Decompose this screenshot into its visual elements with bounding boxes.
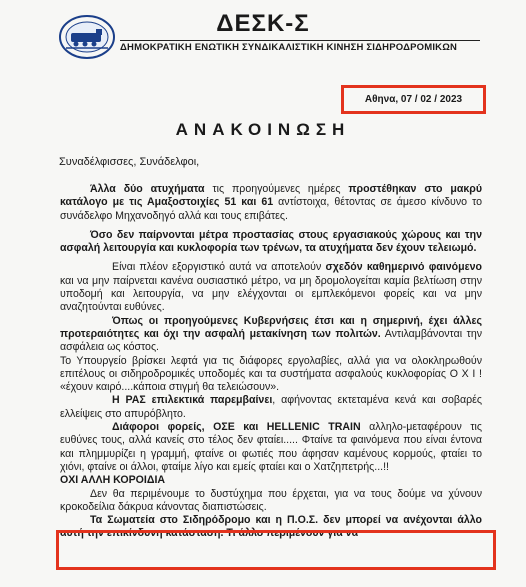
paragraph-1: Άλλα δύο ατυχήματα τις προηγούμενες ημέρες προστέθηκαν στο μακρύ κατάλογο με τις Αμαξοστοιχίες 51 και 61 αντίστοιχα, θέτοντας σε άμεσο κίνδυνο το συνάδελφο Μηχανοδηγό αλλά και τους επιβάτες. <box>60 183 482 222</box>
announcement-body <box>60 183 482 541</box>
paragraph-3: Είναι πλέον εξοργιστικό αυτά να αποτελούν σχεδόν καθημερινό φαινόμενο και να μην παίρνεται κανένα ουσιαστικό μέτρο, να μη δρομολογείται καμία βελτίωση στην υποδομή και λειτουργία, να μην ελέγχονται οι εμπλεκόμενοι φορείς και να μην αναζητούνται ευθύνες. <box>60 261 482 314</box>
paragraph-10: Τα Σωματεία στο Σιδηρόδρομο και η Π.Ο.Σ. δεν μπορεί να ανέχονται άλλο αυτή την επικίνδυνη κατάσταση. Τι άλλο περιμένουν για να <box>60 514 482 540</box>
paragraph-4: Όπως οι προηγούμενες Κυβερνήσεις έτσι και η σημερινή, έχει άλλες προτεραιότητες και όχι την ασφαλή μετακίνηση των πολιτών. Αντιλαμβάνονται την ασφάλεια ως κόστος. <box>60 314 483 354</box>
paragraph-9: Δεν θα περιμένουμε το δυστύχημα που έρχεται, για να τους δούμε να χύνουν κροκοδείλια δάκρυα κάνοντας διαπιστώσεις. <box>60 487 482 513</box>
paragraph-7: Διάφοροι φορείς, ΟΣΕ και HELLENIC TRAIN αλληλο-μεταφέρουν τις ευθύνες τους, αλλά κανείς στο τέλος δεν φταίει..... Φταίνε τα φαινόμενα που είναι έντονα και πλημμυρίζει η γραμμή, φταίνε οι φωτιές που άφησαν καμένους κορμούς, φταίει το χιόνι, φταίνε οι άλλοι, φταίμε λίγο και εμείς φταίει και ο Χατζηπετρής...!! <box>60 421 482 473</box>
date-highlight-box <box>341 85 486 114</box>
paragraph-6: Η ΡΑΣ επιλεκτικά παρεμβαίνει, αφήνοντας εκτεταμένα κενά και σοβαρές ελλείψεις στο απυρόβλητο. <box>60 394 483 420</box>
paragraph-5: Το Υπουργείο βρίσκει λεφτά για τις διάφορες εργολαβίες, αλλά για να ολοκληρωθούν επιτέλους οι σιδηροδρομικές υποδομές και τα συστήματα ασφαλούς κυκλοφορίας Ο Χ Ι ! «έχουν καιρό....κάποια στιγμή θα τελειώσουν». <box>60 354 482 394</box>
greeting: Συναδέλφισσες, Συνάδελφοι, <box>59 156 200 168</box>
highlight-box-quote <box>56 530 496 570</box>
document-title: ΑΝΑΚΟΙΝΩΣΗ <box>175 120 351 139</box>
paragraph-8: ΟΧΙ ΑΛΛΗ ΚΟΡΟΙΔΙΑ <box>60 474 166 487</box>
paragraph-2: Όσο δεν παίρνονται μέτρα προστασίας στους εργασιακούς χώρους και την ασφαλή λειτουργία και κυκλοφορία των τρένων, τα ατυχήματα δεν έχουν τελειωμό. <box>60 228 482 255</box>
organization-name: ΔΕΣΚ-Σ <box>216 10 310 37</box>
document-date: Αθηνα, 07 / 02 / 2023 <box>364 94 463 105</box>
organization-subtitle: ΔΗΜΟΚΡΑΤΙΚΗ ΕΝΩΤΙΚΗ ΣΥΝΔΙΚΑΛΙΣΤΙΚΗ ΚΙΝΗΣΗ ΣΙΔΗΡΟΔΡΟΜΙΚΩΝ <box>120 40 480 53</box>
